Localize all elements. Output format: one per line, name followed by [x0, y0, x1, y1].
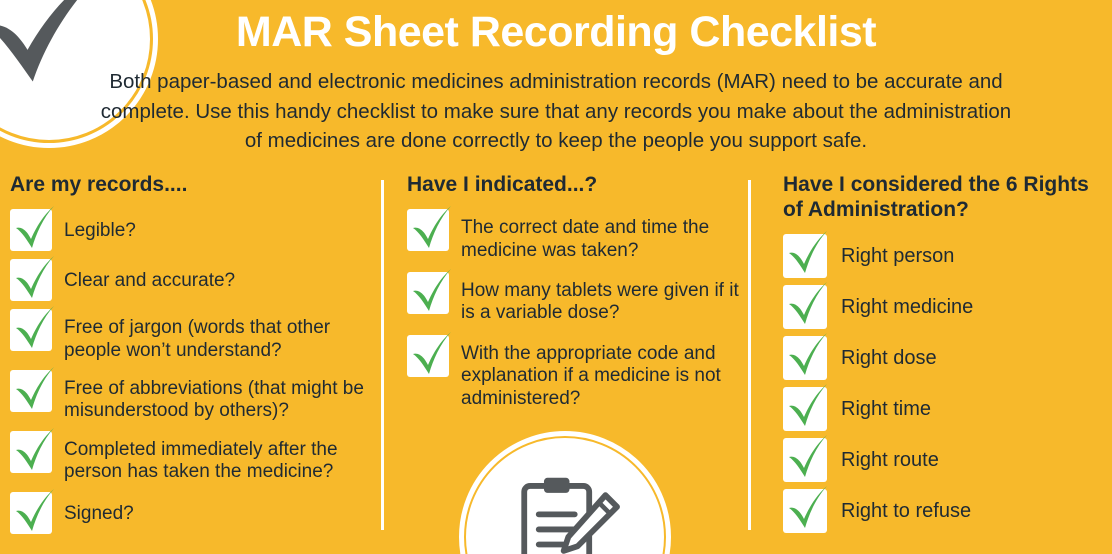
checklist-column-six-rights: [753, 172, 1112, 554]
green-check-icon: [411, 269, 451, 313]
green-check-icon: [14, 256, 54, 300]
checklist-item-label: Right person: [841, 245, 955, 268]
checklist-item-label: With the appropriate code and explanation if a medicine is not administered?: [461, 342, 721, 409]
checkbox[interactable]: [783, 285, 827, 329]
checkbox[interactable]: [783, 234, 827, 278]
checklist-item[interactable]: [783, 234, 1102, 278]
checkbox[interactable]: [783, 387, 827, 431]
checklist-item[interactable]: [10, 309, 369, 362]
page-title: MAR Sheet Recording Checklist: [235, 8, 877, 56]
checklist-item[interactable]: [783, 336, 1102, 380]
column-heading: Have I indicated...?: [407, 173, 598, 196]
checkbox[interactable]: [783, 489, 827, 533]
column-heading: Are my records....: [10, 173, 188, 196]
green-check-icon: [787, 435, 827, 479]
column-heading: Have I considered the 6 Rights of Administration?: [783, 173, 1089, 222]
checklist-item-label: Signed?: [64, 502, 134, 524]
checklist-item[interactable]: [407, 209, 739, 262]
checklist-item[interactable]: [10, 259, 369, 301]
checkbox[interactable]: [10, 259, 52, 301]
green-check-icon: [787, 384, 827, 428]
checklist-item-label: Right dose: [841, 347, 937, 370]
green-check-icon: [787, 231, 827, 275]
green-check-icon: [14, 206, 54, 250]
checkbox[interactable]: [407, 209, 449, 251]
checklist-item-label: Free of jargon (words that other people won’t understand?: [64, 317, 331, 361]
green-check-icon: [787, 282, 827, 326]
checkbox[interactable]: [783, 336, 827, 380]
green-check-icon: [787, 333, 827, 377]
checklist-item-label: How many tablets were given if it is a variable dose?: [461, 280, 739, 324]
checklist-item-label: Free of abbreviations (that might be misunderstood by others)?: [64, 378, 364, 422]
checklist-item[interactable]: [10, 492, 369, 534]
checkbox[interactable]: [10, 492, 52, 534]
checkbox[interactable]: [10, 209, 52, 251]
checklist-item-label: Legible?: [64, 220, 136, 242]
checkbox[interactable]: [783, 438, 827, 482]
checkbox[interactable]: [10, 370, 52, 412]
checklist-item[interactable]: [783, 438, 1102, 482]
checklist-item[interactable]: [407, 335, 739, 410]
checklist-item-label: Right route: [841, 449, 939, 472]
checklist-item-label: Completed immediately after the person has taken the medicine?: [64, 438, 338, 483]
checklist-item[interactable]: [783, 387, 1102, 431]
checkbox[interactable]: [10, 309, 52, 351]
checklist-item[interactable]: [10, 209, 369, 251]
green-check-icon: [787, 486, 827, 530]
checklist-item[interactable]: [10, 431, 369, 484]
checkbox[interactable]: [407, 335, 449, 377]
checklist-item-label: Clear and accurate?: [64, 270, 236, 292]
checkbox[interactable]: [407, 272, 449, 314]
checklist-item[interactable]: [10, 370, 369, 423]
checklist-item-label: Right time: [841, 398, 932, 421]
poster-header: [0, 0, 1112, 155]
checkbox[interactable]: [10, 431, 52, 473]
green-check-icon: [411, 332, 451, 376]
green-check-icon: [14, 489, 54, 533]
intro-paragraph: Both paper-based and electronic medicines administration records (MAR) need to be accurate and complete. Use this handy checklist to make sure that any records you make about the administration of medicines are done correctly to keep the people you support safe.: [100, 70, 1012, 152]
clipboard-pencil-icon: [508, 472, 624, 554]
checklist-item-label: Right to refuse: [841, 500, 972, 523]
green-check-icon: [14, 367, 54, 411]
checklist-item[interactable]: [407, 272, 739, 325]
green-check-icon: [411, 206, 451, 250]
checklist-item-label: Right medicine: [841, 296, 974, 319]
green-check-icon: [14, 306, 54, 350]
checklist-item-label: The correct date and time the medicine was taken?: [461, 217, 710, 261]
checklist-item[interactable]: [783, 489, 1102, 533]
checklist-item[interactable]: [783, 285, 1102, 329]
green-check-icon: [14, 428, 54, 472]
checklist-column-records: [0, 172, 385, 554]
